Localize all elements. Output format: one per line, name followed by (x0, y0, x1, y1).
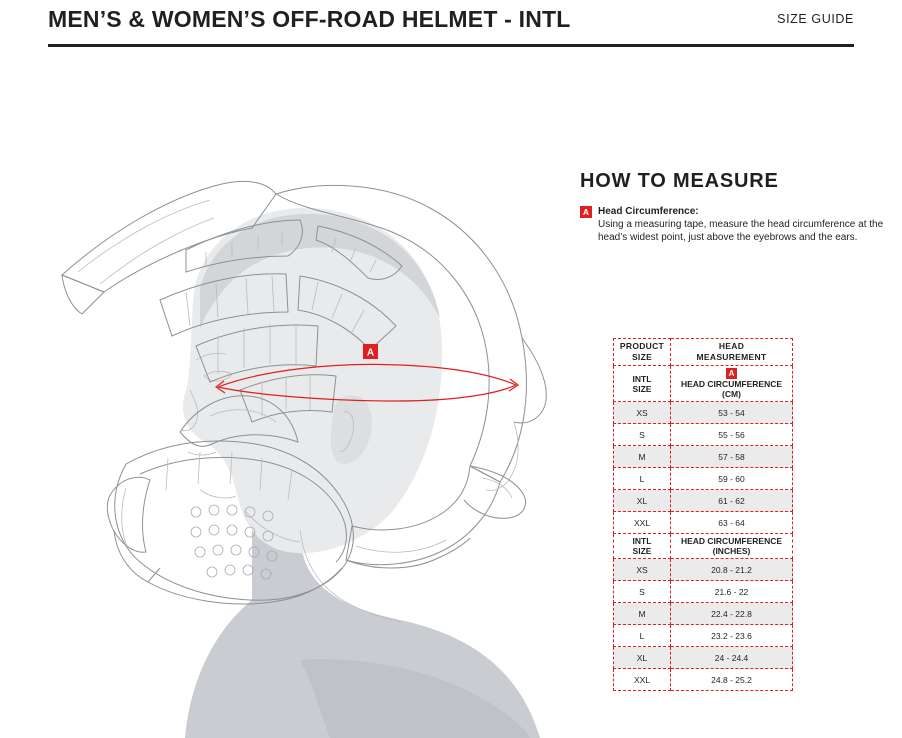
subheader-intl-cm-line1: INTL (632, 373, 652, 384)
header-product-size-line1: PRODUCT (619, 341, 665, 351)
subheader-head-circumference-cm (671, 366, 793, 402)
table-row (614, 647, 793, 669)
row-size: XXL (614, 512, 671, 534)
subheader-head-circumference-in (671, 534, 793, 559)
row-value: 55 - 56 (671, 424, 793, 446)
row-size: XL (614, 647, 671, 669)
helmet-illustration (0, 60, 580, 738)
row-size: XS (614, 559, 671, 581)
row-value: 24 - 24.4 (671, 647, 793, 669)
rider-head-silhouette (182, 208, 540, 738)
how-to-measure-title: HOW TO MEASURE (580, 170, 779, 192)
subheader-intl-in-line1: INTL (632, 536, 652, 546)
header-divider (48, 44, 854, 47)
row-size: M (614, 446, 671, 468)
header-head-measurement (671, 339, 793, 366)
subheader-circumference-in-line1: HEAD CIRCUMFERENCE (680, 536, 783, 546)
size-guide-label-wrap (777, 12, 854, 30)
row-value: 59 - 60 (671, 468, 793, 490)
row-value: 53 - 54 (671, 402, 793, 424)
subheader-circumference-in-line2: (INCHES) (712, 546, 751, 556)
table-row (614, 468, 793, 490)
table-row (614, 512, 793, 534)
table-row (614, 424, 793, 446)
row-value: 24.8 - 25.2 (671, 669, 793, 691)
subheader-intl-cm-line2: SIZE (632, 383, 652, 394)
table-header-row (614, 339, 793, 366)
row-value: 63 - 64 (671, 512, 793, 534)
row-value: 22.4 - 22.8 (671, 603, 793, 625)
table-row (614, 625, 793, 647)
subheader-badge-a: A (726, 368, 737, 379)
row-value: 21.6 - 22 (671, 581, 793, 603)
measure-item-title: Head Circumference: (598, 206, 699, 217)
row-size: L (614, 625, 671, 647)
helmet-head-drawing (0, 60, 580, 738)
row-size: S (614, 424, 671, 446)
page-header (0, 0, 902, 46)
header-product-size (614, 339, 671, 366)
size-table (613, 338, 793, 691)
table-row (614, 490, 793, 512)
row-size: S (614, 581, 671, 603)
row-value: 57 - 58 (671, 446, 793, 468)
measure-badge-a: A (580, 206, 592, 218)
table-row (614, 446, 793, 468)
subheader-intl-size-in (614, 534, 671, 559)
row-value: 61 - 62 (671, 490, 793, 512)
subheader-circumference-cm-line1: HEAD CIRCUMFERENCE (680, 379, 783, 389)
row-size: XXL (614, 669, 671, 691)
size-guide-underline (758, 44, 854, 47)
table-row (614, 581, 793, 603)
row-size: M (614, 603, 671, 625)
row-value: 23.2 - 23.6 (671, 625, 793, 647)
row-size: XL (614, 490, 671, 512)
measurement-badge-label: A (366, 347, 375, 359)
header-product-size-line2: SIZE (631, 352, 653, 362)
table-row (614, 669, 793, 691)
how-to-measure-section (580, 170, 902, 244)
table-subheader-row-in (614, 534, 793, 559)
size-guide-label: SIZE GUIDE (777, 12, 854, 26)
subheader-intl-size-cm (614, 366, 671, 402)
page-title: MEN’S & WOMEN’S OFF-ROAD HELMET - INTL (48, 6, 571, 32)
table-row (614, 559, 793, 581)
size-table-wrap (613, 338, 792, 691)
row-size: L (614, 468, 671, 490)
row-size: XS (614, 402, 671, 424)
table-subheader-row-cm (614, 366, 793, 402)
table-row (614, 402, 793, 424)
measure-item-text: Using a measuring tape, measure the head circumference at the head’s widest point, just above the eyebrows and the ears. (598, 219, 884, 243)
subheader-circumference-cm-line2: (CM) (722, 389, 741, 399)
measure-item (580, 205, 902, 244)
header-head-measurement-line2: MEASUREMENT (696, 352, 767, 362)
row-value: 20.8 - 21.2 (671, 559, 793, 581)
table-row (614, 603, 793, 625)
header-head-measurement-line1: HEAD (718, 341, 745, 351)
subheader-intl-in-line2: SIZE (632, 546, 652, 556)
